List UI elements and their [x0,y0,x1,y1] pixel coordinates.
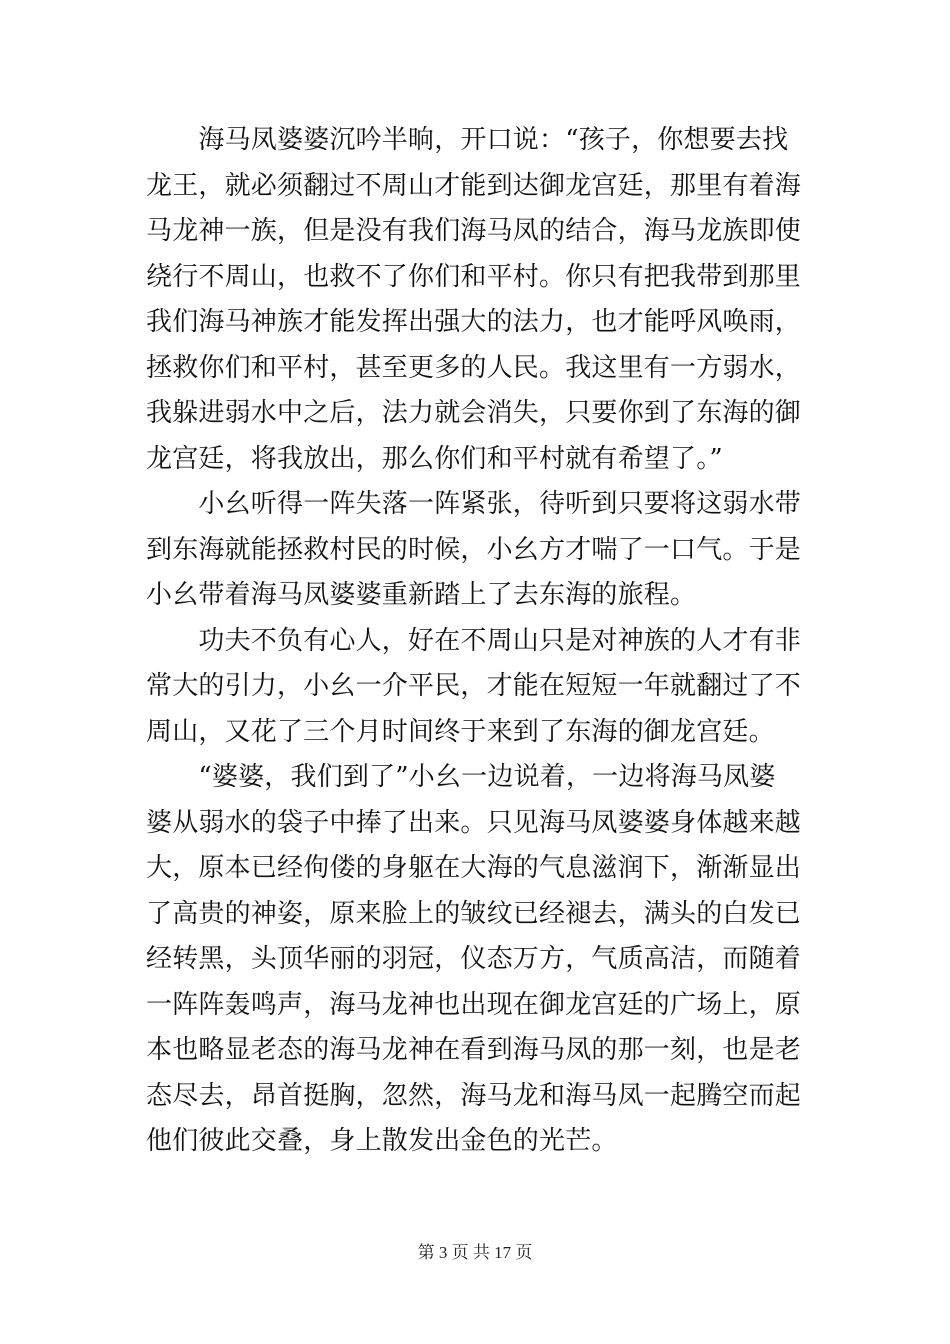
text-line: 本也略显老态的海马龙神在看到海马凤的那一刻，也是老 [146,1035,802,1065]
text-line: 功夫不负有心人，好在不周山只是对神族的人才有非 [146,625,802,656]
page-number-footer: 第 3 页 共 17 页 [417,1243,533,1262]
text-line: 绕行不周山，也救不了你们和平村。你只有把我带到那里 [146,261,802,292]
text-line: 我躲进弱水中之后，法力就会消失，只要你到了东海的御 [146,398,802,428]
text-line: “婆婆，我们到了”小幺一边说着，一边将海马凤婆 [146,762,776,792]
text-line: 我们海马神族才能发挥出强大的法力，也才能呼风唤雨， [146,307,802,337]
text-line: 了高贵的神姿，原来脸上的皱纹已经褪去，满头的白发已 [146,898,802,929]
body-text [146,118,810,1165]
text-line: 龙宫廷，将我放出，那么你们和平村就有希望了。” [146,443,723,474]
text-line: 他们彼此交叠，身上散发出金色的光芒。 [146,1126,618,1156]
text-line: 态尽去，昂首挺胸，忽然，海马龙和海马凤一起腾空而起 [146,1080,802,1111]
text-line: 一阵阵轰鸣声，海马龙神也出现在御龙宫廷的广场上，原 [146,989,802,1020]
text-line: 大，原本已经佝偻的身躯在大海的气息滋润下，渐渐显出 [146,853,802,883]
text-line: 拯救你们和平村，甚至更多的人民。我这里有一方弱水， [146,352,802,383]
text-line: 常大的引力，小幺一介平民，才能在短短一年就翻过了不 [146,671,802,701]
text-line: 龙王，就必须翻过不周山才能到达御龙宫廷，那里有着海 [146,170,802,201]
text-line: 马龙神一族，但是没有我们海马凤的结合，海马龙族即使 [146,216,802,246]
text-line: 小幺听得一阵失落一阵紧张，待听到只要将这弱水带 [146,489,802,519]
text-line: 到东海就能拯救村民的时候，小幺方才喘了一口气。于是 [146,534,802,565]
text-line: 周山，又花了三个月时间终于来到了东海的御龙宫廷。 [146,716,775,747]
text-line: 海马凤婆婆沉吟半晌，开口说：“孩子，你想要去找 [146,125,789,155]
text-line: 婆从弱水的袋子中捧了出来。只见海马凤婆婆身体越来越 [146,807,802,838]
text-line: 经转黑，头顶华丽的羽冠，仪态万方，气质高洁，而随着 [146,944,802,974]
text-line: 小幺带着海马凤婆婆重新踏上了去东海的旅程。 [146,580,697,610]
